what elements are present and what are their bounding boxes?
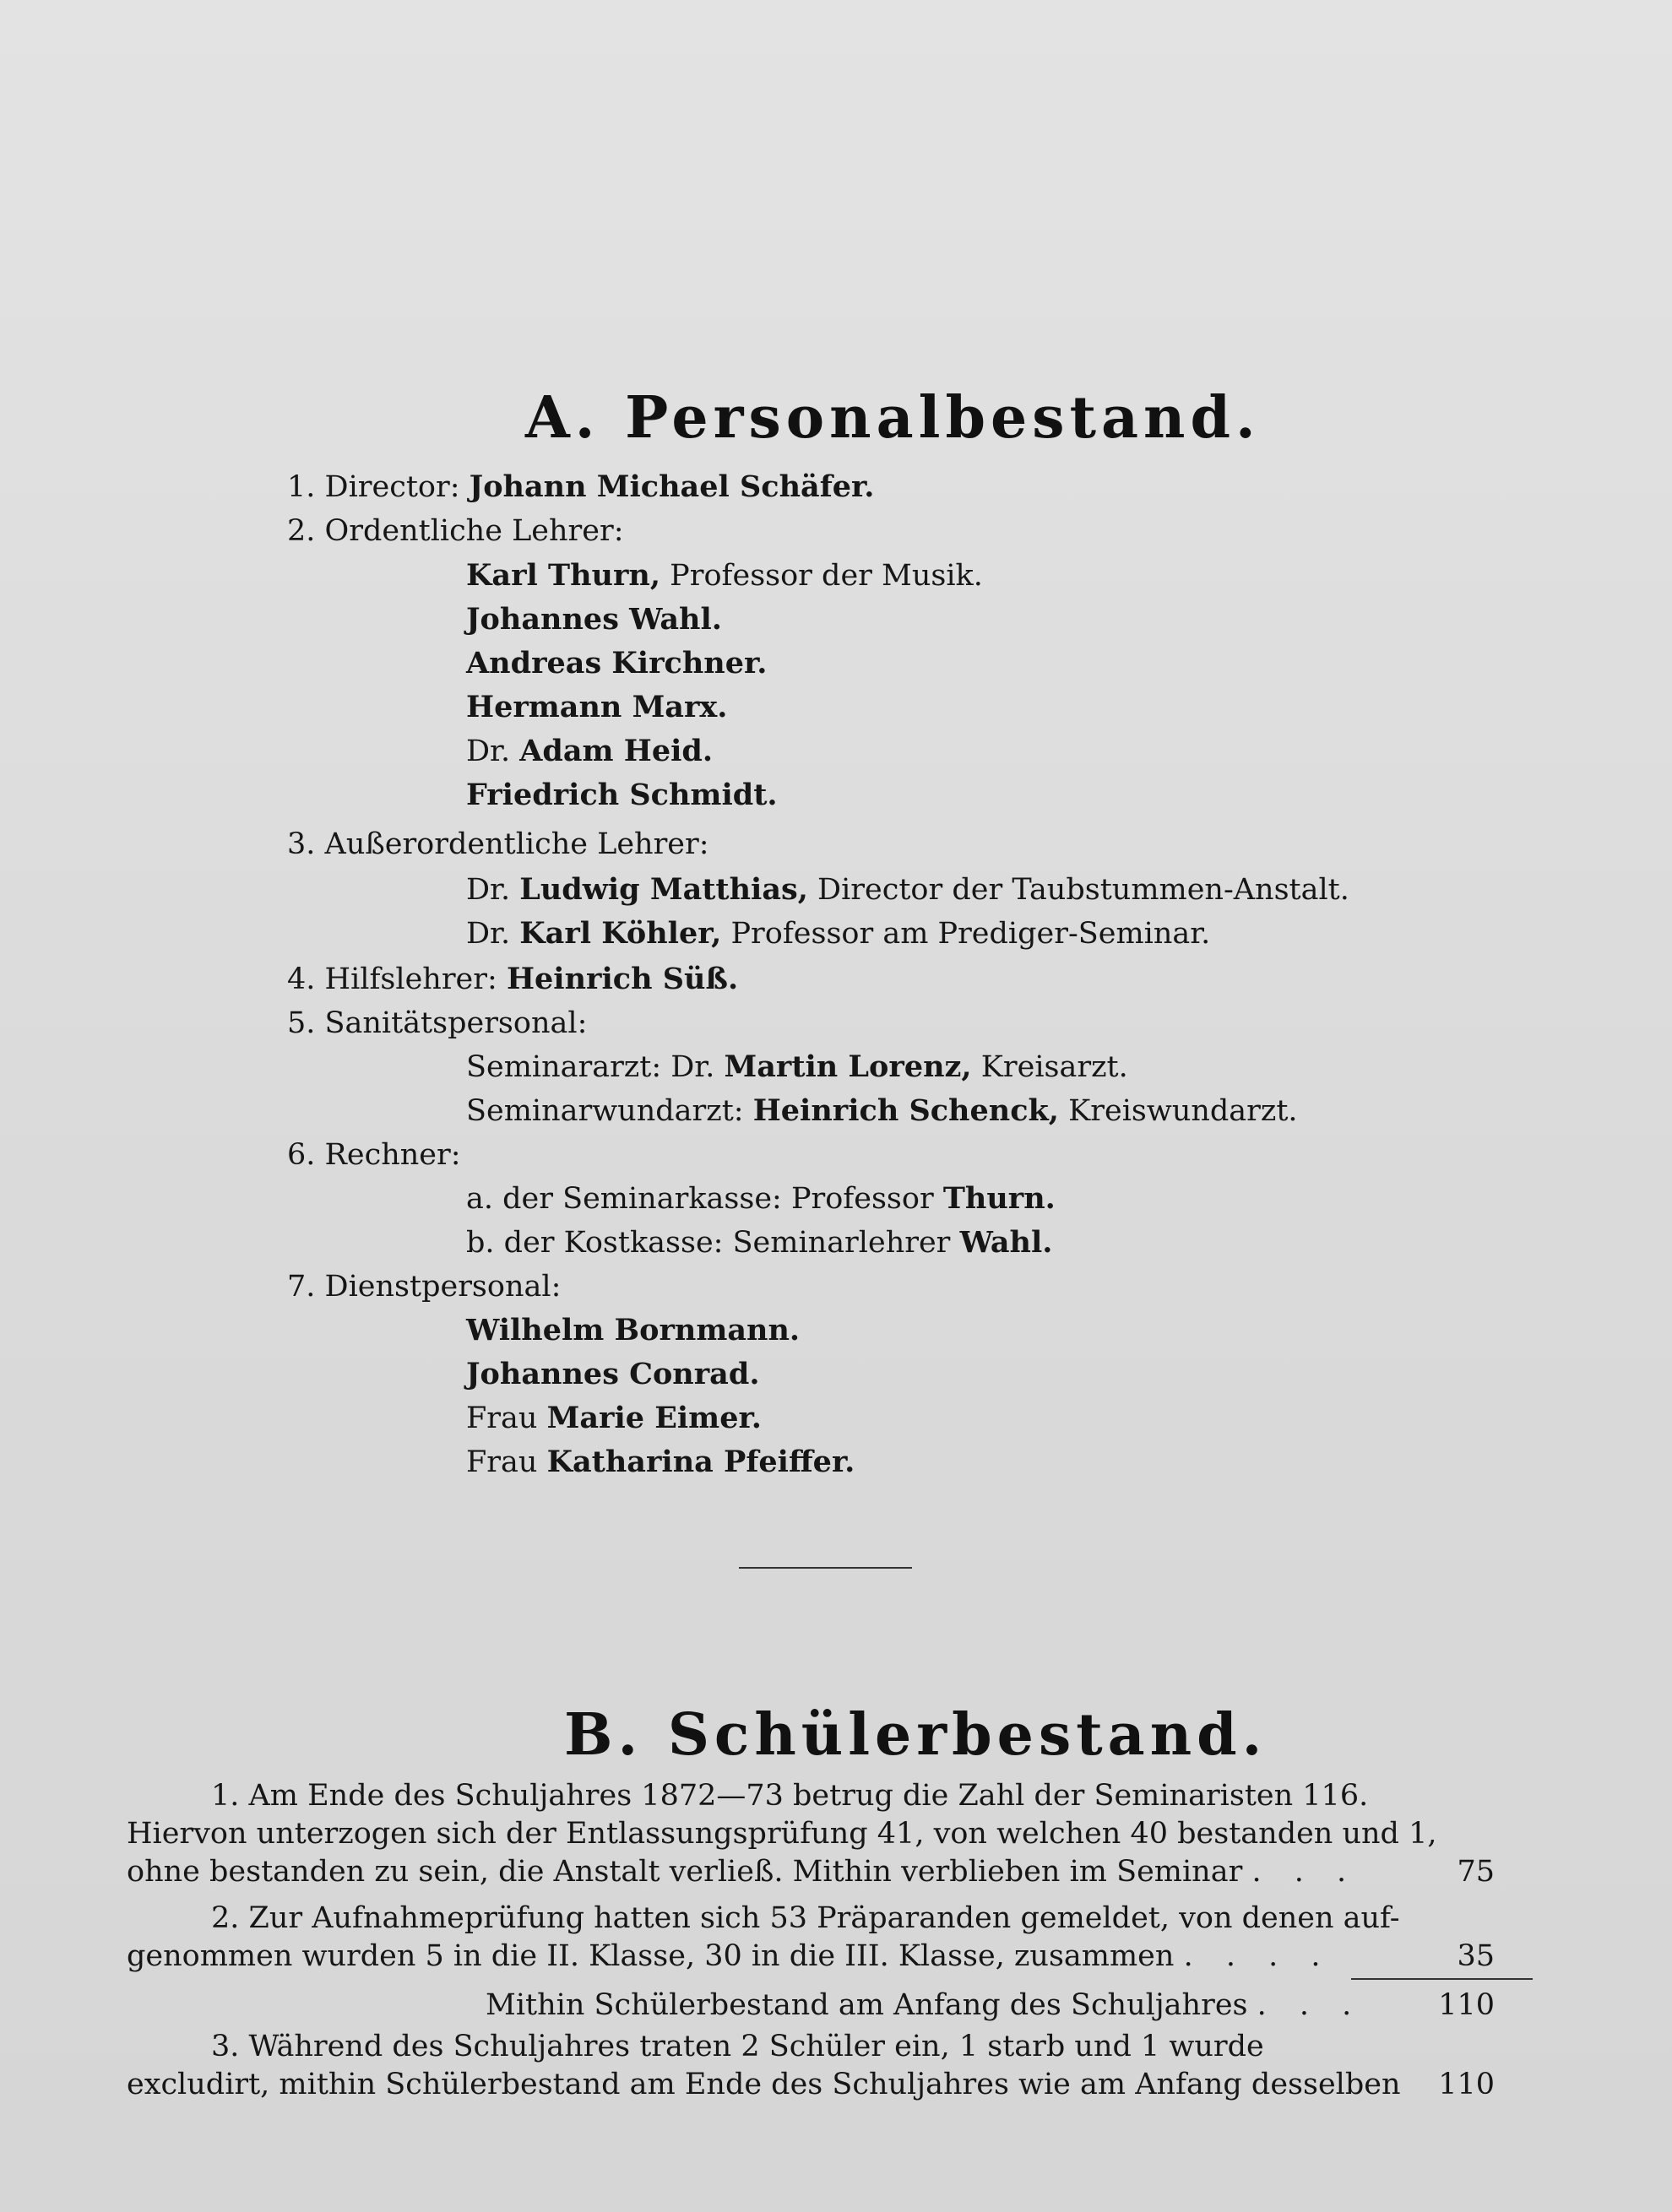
total-value: 110 [1438,2068,1495,2101]
staff-line [466,1312,800,1349]
director-line [287,469,874,506]
count-value: 75 [1457,1855,1495,1889]
person-title: Professor am Prediger-Seminar. [730,917,1211,951]
paragraph-line: 2. Zur Aufnahmeprüfung hatten sich 53 Präparanden gemeldet, von denen auf- [211,1901,1400,1935]
item-label: Director: [324,470,460,504]
person-prefix: Frau [466,1445,538,1479]
item-number: 6. [287,1138,316,1172]
person-name: Ludwig Matthias, [519,872,808,907]
rechner-line [466,1224,1052,1261]
person-prefix: Dr. [670,1050,715,1084]
person-name: Johann Michael Schäfer. [469,469,875,504]
item-label: Ordentliche Lehrer: [324,514,624,548]
person-name: Karl Köhler, [519,916,722,951]
teacher-line [466,915,1210,952]
section-divider [739,1567,912,1569]
item-label: Rechner: [324,1138,461,1172]
subtotal-text: Mithin Schülerbestand am Anfang des Schuljahres [486,1988,1248,2022]
person-title: Director der Taubstummen-Anstalt. [817,873,1349,907]
person-prefix: Dr. [466,917,511,951]
paragraph-text: genommen wurden 5 in die II. Klasse, 30 in die III. Klasse, zusammen [127,1939,1175,1973]
sub-letter: a. [466,1182,493,1216]
ausserordentliche-lehrer-heading [287,826,709,863]
person-name: Martin Lorenz, [724,1049,972,1084]
rechner-line [466,1180,1056,1217]
rechner-text: der Kostkasse: Seminarlehrer [503,1226,951,1260]
person-name: Friedrich Schmidt. [466,778,778,812]
subtotal-value: 110 [1438,1988,1495,2022]
subtotal-line [486,1987,1363,2024]
person-name: Marie Eimer. [546,1401,762,1435]
person-name: Heinrich Süß. [506,962,739,996]
item-label: Sanitätspersonal: [324,1006,588,1040]
staff-line [466,1444,855,1481]
person-name: Johannes Wahl. [466,602,722,637]
staff-line [466,1356,760,1393]
person-name: Andreas Kirchner. [466,646,768,680]
person-prefix: Dr. [466,735,511,768]
dot-leader: . . . . [1183,1939,1333,1973]
person-title: Kreisarzt. [980,1050,1128,1084]
paragraph-line: excludirt, mithin Schülerbestand am Ende des Schuljahres wie am Anfang desselben [127,2068,1401,2101]
item-number: 7. [287,1270,316,1304]
teacher-line [466,557,983,594]
person-name: Heinrich Schenck, [752,1093,1059,1128]
section-a-title: A. Personalbestand. [525,384,1261,452]
paragraph-line: Hiervon unterzogen sich der Entlassungsprüfung 41, von welchen 40 bestanden und 1, [127,1817,1437,1851]
count-value: 35 [1457,1939,1495,1973]
person-name: Karl Thurn, [466,558,661,593]
paragraph-line: 3. Während des Schuljahres traten 2 Schüler ein, 1 starb und 1 wurde [211,2030,1264,2063]
rechner-heading [287,1136,461,1174]
hilfslehrer-line [287,961,738,998]
sanitaet-heading [287,1005,587,1042]
person-name: Katharina Pfeiffer. [546,1445,855,1479]
sum-rule [1351,1978,1533,1980]
item-label: Dienstpersonal: [324,1270,562,1304]
teacher-line [466,601,722,638]
role-label: Seminarwundarzt: [466,1094,744,1128]
staff-line [466,1400,762,1437]
person-name: Thurn. [942,1181,1056,1216]
item-number: 1. [287,470,316,504]
sanitaet-line [466,1049,1128,1086]
rechner-text: der Seminarkasse: Professor [502,1182,934,1216]
item-number: 4. [287,962,316,996]
item-number: 3. [287,827,316,861]
paragraph-line: 1. Am Ende des Schuljahres 1872—73 betrug die Zahl der Seminaristen 116. [211,1779,1369,1813]
teacher-line [466,871,1349,908]
item-label: Hilfslehrer: [324,962,497,996]
person-title: Professor der Musik. [670,559,983,593]
ordentliche-lehrer-heading [287,512,624,550]
item-label: Außerordentliche Lehrer: [324,827,709,861]
dot-leader: . . . [1251,1855,1359,1889]
teacher-line [466,733,713,770]
sub-letter: b. [466,1226,495,1260]
person-prefix: Frau [466,1401,538,1435]
paragraph-line [127,1853,1358,1890]
role-label: Seminararzt: [466,1050,662,1084]
person-title: Kreiswundarzt. [1068,1094,1298,1128]
person-name: Adam Heid. [519,734,714,768]
section-b-title: B. Schülerbestand. [564,1701,1268,1769]
item-number: 5. [287,1006,316,1040]
person-name: Wahl. [959,1225,1053,1260]
dot-leader: . . . [1257,1988,1364,2022]
teacher-line [466,777,778,814]
person-name: Johannes Conrad. [466,1357,760,1391]
person-name: Hermann Marx. [466,690,728,724]
teacher-line [466,645,767,682]
teacher-line [466,689,727,726]
dienstpersonal-heading [287,1268,561,1305]
sanitaet-line [466,1092,1298,1130]
paragraph-line [127,1938,1332,1975]
person-name: Wilhelm Bornmann. [466,1313,801,1347]
person-prefix: Dr. [466,873,511,907]
paragraph-text: ohne bestanden zu sein, die Anstalt verließ. Mithin verblieben im Seminar [127,1855,1243,1889]
item-number: 2. [287,514,316,548]
